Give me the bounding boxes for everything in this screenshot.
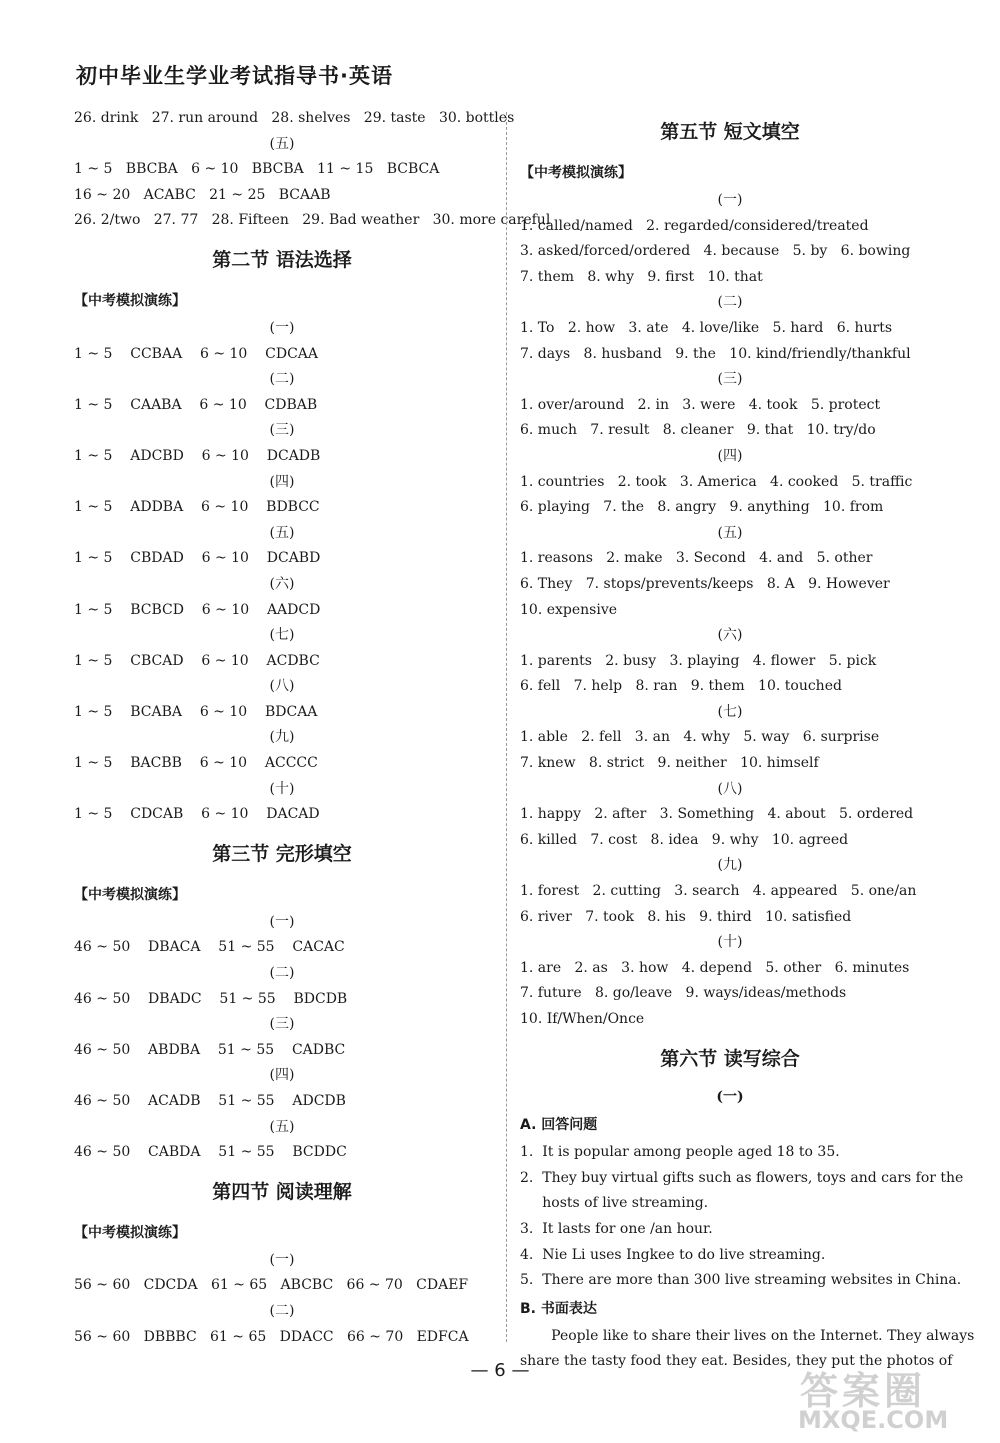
- answer-line: 3. It lasts for one /an hour.: [520, 1220, 713, 1237]
- drill-label: 【中考模拟演练】: [74, 886, 186, 903]
- answer-line: 56 ~ 60 CDCDA 61 ~ 65 ABCBC 66 ~ 70 CDAEF: [74, 1277, 469, 1294]
- answer-line: 1 ~ 5 CBDAD 6 ~ 10 DCABD: [74, 550, 321, 567]
- drill-label: A. 回答问题: [520, 1117, 598, 1134]
- answer-line: 6. much 7. result 8. cleaner 9. that 10. try/do: [520, 422, 876, 439]
- right-column: [520, 106, 975, 1375]
- answer-line: 6. They 7. stops/prevents/keeps 8. A 9. However: [520, 575, 890, 592]
- answer-line: 6. playing 7. the 8. angry 9. anything 10. from: [520, 499, 884, 516]
- exercise-number: (五): [269, 524, 295, 541]
- drill-label: 【中考模拟演练】: [74, 292, 186, 309]
- answer-line: 1 ~ 5 CBCAD 6 ~ 10 ACDBC: [74, 652, 320, 669]
- answer-line: share the tasty food they eat. Besides, they put the photos of: [520, 1353, 953, 1370]
- answer-line: 26. 2/two 27. 77 28. Fifteen 29. Bad weather 30. more careful: [74, 212, 551, 229]
- answer-line: 46 ~ 50 CABDA 51 ~ 55 BCDDC: [74, 1144, 347, 1161]
- exercise-number: (二): [269, 1302, 295, 1319]
- answer-line: 1 ~ 5 BCABA 6 ~ 10 BDCAA: [74, 703, 318, 720]
- answer-line: 10. expensive: [520, 601, 618, 618]
- exercise-number: (二): [269, 965, 295, 982]
- answer-line: 6. fell 7. help 8. ran 9. them 10. touched: [520, 678, 842, 695]
- answer-line: 7. future 8. go/leave 9. ways/ideas/methods: [520, 985, 847, 1002]
- section-heading: 第二节 语法选择: [212, 248, 352, 271]
- exercise-number: (八): [269, 678, 295, 695]
- exercise-number: (五): [269, 135, 295, 152]
- section-heading: 第四节 阅读理解: [212, 1180, 352, 1203]
- drill-label: 【中考模拟演练】: [74, 1224, 186, 1241]
- answer-line: 6. killed 7. cost 8. idea 9. why 10. agreed: [520, 831, 849, 848]
- exercise-number: (二): [717, 294, 743, 311]
- exercise-number: (八): [717, 780, 743, 797]
- exercise-number: (三): [717, 371, 743, 388]
- answer-line: 56 ~ 60 DBBBC 61 ~ 65 DDACC 66 ~ 70 EDFCA: [74, 1328, 469, 1345]
- exercise-number: (七): [269, 627, 295, 644]
- answer-line: 1. parents 2. busy 3. playing 4. flower 5. pick: [520, 652, 877, 669]
- answer-line: 1 ~ 5 ADDBA 6 ~ 10 BDBCC: [74, 499, 320, 516]
- answer-line: 1 ~ 5 CAABA 6 ~ 10 CDBAB: [74, 396, 318, 413]
- answer-line: 46 ~ 50 DBACA 51 ~ 55 CACAC: [74, 939, 345, 956]
- section-heading: 第五节 短文填空: [660, 121, 800, 143]
- watermark-url: MXQE.COM: [798, 1406, 949, 1434]
- exercise-number: (九): [717, 857, 743, 874]
- drill-label: 【中考模拟演练】: [520, 165, 632, 181]
- exercise-number: (一): [269, 1251, 295, 1268]
- answer-line: 1 ~ 5 CDCAB 6 ~ 10 DACAD: [74, 806, 320, 823]
- answer-line: 1. reasons 2. make 3. Second 4. and 5. other: [520, 550, 873, 567]
- answer-line: 16 ~ 20 ACABC 21 ~ 25 BCAAB: [74, 186, 331, 203]
- exercise-number: (五): [269, 1118, 295, 1135]
- answer-line: 2. They buy virtual gifts such as flowers, toys and cars for the: [520, 1169, 964, 1186]
- answer-line: 1 ~ 5 ADCBD 6 ~ 10 DCADB: [74, 447, 321, 464]
- answer-line: 1. To 2. how 3. ate 4. love/like 5. hard 6. hurts: [520, 319, 893, 336]
- exercise-number: (一): [269, 319, 295, 336]
- exercise-number: (三): [269, 422, 295, 439]
- answer-line: 46 ~ 50 DBADC 51 ~ 55 BDCDB: [74, 990, 348, 1007]
- exercise-number: (五): [717, 524, 743, 541]
- answer-line: 3. asked/forced/ordered 4. because 5. by 6. bowing: [520, 243, 911, 260]
- exercise-number: (九): [269, 729, 295, 746]
- answer-line: 7. knew 8. strict 9. neither 10. himself: [520, 755, 819, 772]
- exercise-number: (四): [269, 1067, 295, 1084]
- left-column: [74, 106, 551, 1350]
- answer-line: 1 ~ 5 CCBAA 6 ~ 10 CDCAA: [74, 345, 319, 362]
- exercise-number: (二): [269, 371, 295, 388]
- answer-line: 1 ~ 5 BBCBA 6 ~ 10 BBCBA 11 ~ 15 BCBCA: [74, 161, 440, 178]
- watermark-logo: [790, 1360, 990, 1440]
- answer-line: 1 ~ 5 BCBCD 6 ~ 10 AADCD: [74, 601, 321, 618]
- answer-line: 1. forest 2. cutting 3. search 4. appeared 5. one/an: [520, 883, 917, 900]
- answer-line: 10. If/When/Once: [520, 1011, 645, 1027]
- answer-line: 46 ~ 50 ABDBA 51 ~ 55 CADBC: [74, 1041, 346, 1058]
- column-divider: [506, 112, 507, 1342]
- answer-line: 6. river 7. took 8. his 9. third 10. satisfied: [520, 908, 852, 925]
- answer-line: 7. them 8. why 9. first 10. that: [520, 268, 763, 285]
- exercise-number: (十): [269, 780, 295, 797]
- answer-line: People like to share their lives on the Internet. They always: [520, 1327, 975, 1344]
- page-header-title: 初中毕业生学业考试指导书·英语: [76, 64, 393, 88]
- answer-line: hosts of live streaming.: [520, 1195, 709, 1212]
- answer-line: 1. called/named 2. regarded/considered/treated: [520, 217, 869, 234]
- answer-line: 1. over/around 2. in 3. were 4. took 5. protect: [520, 396, 881, 413]
- watermark-text: 答案圈: [800, 1369, 927, 1413]
- exercise-number: (一): [716, 1088, 744, 1105]
- answer-line: 1. able 2. fell 3. an 4. why 5. way 6. surprise: [520, 729, 880, 746]
- drill-label: B. 书面表达: [520, 1300, 597, 1317]
- page-number: — 6 —: [470, 1360, 530, 1381]
- answer-line: 4. Nie Li uses Ingkee to do live streaming.: [520, 1246, 826, 1263]
- exercise-number: (三): [269, 1016, 295, 1033]
- answer-line: 1. countries 2. took 3. America 4. cooked 5. traffic: [520, 473, 913, 490]
- section-heading: 第六节 读写综合: [660, 1047, 800, 1070]
- answer-line: 46 ~ 50 ACADB 51 ~ 55 ADCDB: [74, 1093, 346, 1109]
- answer-line: 7. days 8. husband 9. the 10. kind/friendly/thankful: [520, 345, 911, 362]
- exercise-number: (十): [717, 934, 743, 951]
- exercise-number: (七): [717, 703, 743, 720]
- exercise-number: (六): [717, 627, 743, 644]
- exercise-number: (一): [269, 913, 295, 930]
- answer-line: 1 ~ 5 BACBB 6 ~ 10 ACCCC: [74, 755, 318, 772]
- answer-line: 1. It is popular among people aged 18 to 35.: [520, 1144, 840, 1161]
- answer-line: 5. There are more than 300 live streaming websites in China.: [520, 1272, 962, 1289]
- answer-line: 26. drink 27. run around 28. shelves 29. taste 30. bottles: [74, 110, 515, 126]
- section-heading: 第三节 完形填空: [212, 842, 352, 865]
- exercise-number: (四): [717, 447, 743, 464]
- answer-line: 1. happy 2. after 3. Something 4. about 5. ordered: [520, 806, 914, 823]
- exercise-number: (四): [269, 473, 295, 490]
- exercise-number: (一): [717, 192, 743, 208]
- exercise-number: (六): [269, 575, 295, 592]
- answer-line: 1. are 2. as 3. how 4. depend 5. other 6. minutes: [520, 959, 910, 976]
